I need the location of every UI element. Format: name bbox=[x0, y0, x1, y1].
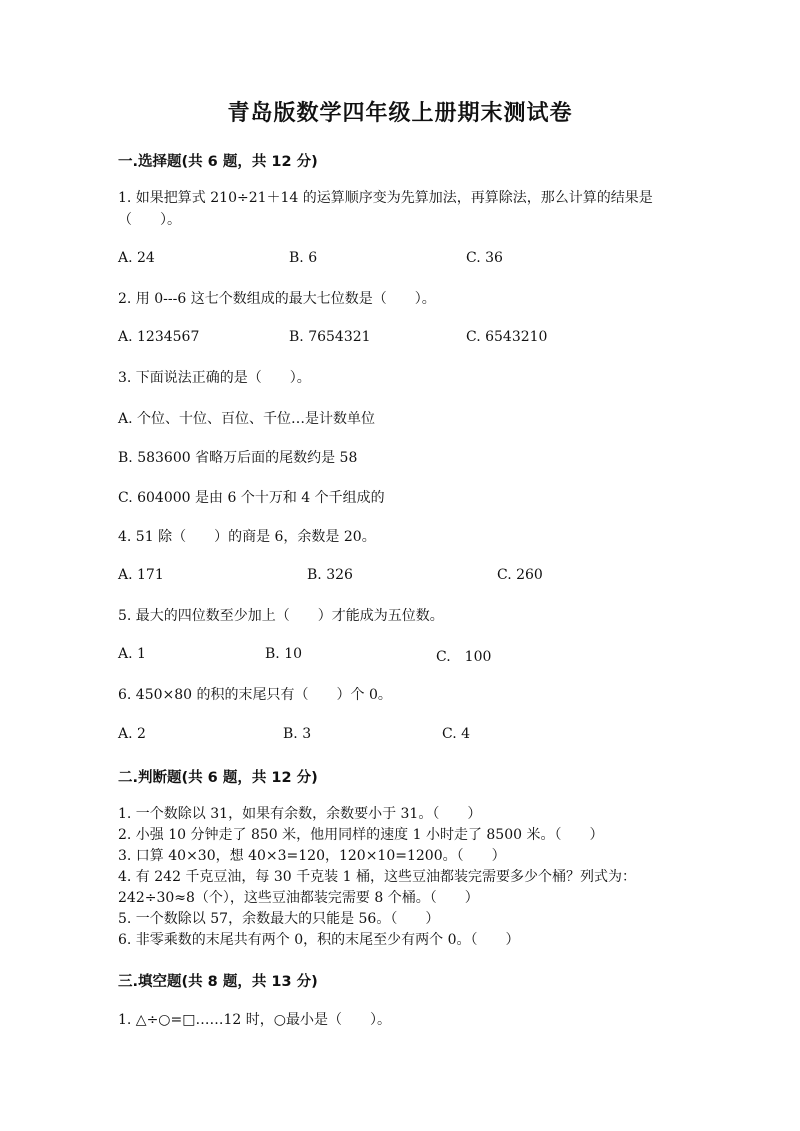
question-5: 5. 最大的四位数至少加上（ ）才能成为五位数。 bbox=[118, 608, 444, 624]
tf-item-6: 6. 非零乘数的末尾共有两个 0，积的末尾至少有两个 0。（ ） bbox=[118, 932, 520, 948]
question-4-option-a: A. 171 bbox=[118, 567, 164, 583]
question-4-option-b: B. 326 bbox=[307, 567, 353, 583]
tf-item-4: 4. 有 242 千克豆油，每 30 千克装 1 桶，这些豆油都装完需要多少个桶？列式为：242÷30≈8（个），这些豆油都装完需要 8 个桶。（ ） bbox=[118, 869, 636, 906]
question-1-option-c: C. 36 bbox=[466, 250, 503, 266]
question-5-option-c: C. 100 bbox=[436, 649, 492, 665]
tf-item-3: 3. 口算 40×30，想 40×3=120，120×10=1200。（ ） bbox=[118, 848, 506, 864]
question-6-option-a: A. 2 bbox=[118, 726, 146, 742]
question-3-option-b: B. 583600 省略万后面的尾数约是 58 bbox=[118, 450, 358, 466]
question-3: 3. 下面说法正确的是（ ）。 bbox=[118, 370, 311, 386]
question-6: 6. 450×80 的积的末尾只有（ ）个 0。 bbox=[118, 687, 392, 703]
question-3-option-a: A. 个位、十位、百位、千位…是计数单位 bbox=[118, 411, 376, 427]
tf-item-5: 5. 一个数除以 57，余数最大的只能是 56。（ ） bbox=[118, 911, 440, 927]
section-heading-multiple-choice: 一.选择题(共 6 题，共 12 分) bbox=[118, 154, 318, 170]
question-5-option-a: A. 1 bbox=[118, 646, 146, 662]
section-heading-true-false: 二.判断题(共 6 题，共 12 分) bbox=[118, 770, 318, 786]
question-6-option-c: C. 4 bbox=[442, 726, 471, 742]
section-heading-fill-in: 三.填空题(共 8 题，共 13 分) bbox=[118, 974, 318, 990]
question-5-option-b: B. 10 bbox=[265, 646, 303, 662]
question-1-option-a: A. 24 bbox=[118, 250, 155, 266]
question-1: 1. 如果把算式 210÷21＋14 的运算顺序变为先算加法，再算除法，那么计算的结果是（ ）。 bbox=[118, 190, 653, 228]
tf-item-2: 2. 小强 10 分钟走了 850 米，他用同样的速度 1 小时走了 8500 米。（ ） bbox=[118, 827, 604, 843]
question-2: 2. 用 0---6 这七个数组成的最大七位数是（ ）。 bbox=[118, 291, 436, 307]
tf-item-1: 1. 一个数除以 31，如果有余数，余数要小于 31。（ ） bbox=[118, 806, 482, 822]
question-2-option-a: A. 1234567 bbox=[118, 329, 200, 345]
question-3-option-c: C. 604000 是由 6 个十万和 4 个千组成的 bbox=[118, 490, 385, 506]
question-1-option-b: B. 6 bbox=[289, 250, 318, 266]
page-title: 青岛版数学四年级上册期末测试卷 bbox=[227, 101, 573, 126]
question-2-option-b: B. 7654321 bbox=[289, 329, 371, 345]
question-2-option-c: C. 6543210 bbox=[466, 329, 548, 345]
question-4: 4. 51 除（ ）的商是 6，余数是 20。 bbox=[118, 529, 376, 545]
fill-item-1: 1. △÷○=□……12 时，○最小是（ ）。 bbox=[118, 1012, 391, 1028]
question-6-option-b: B. 3 bbox=[283, 726, 312, 742]
question-4-option-c: C. 260 bbox=[497, 567, 543, 583]
